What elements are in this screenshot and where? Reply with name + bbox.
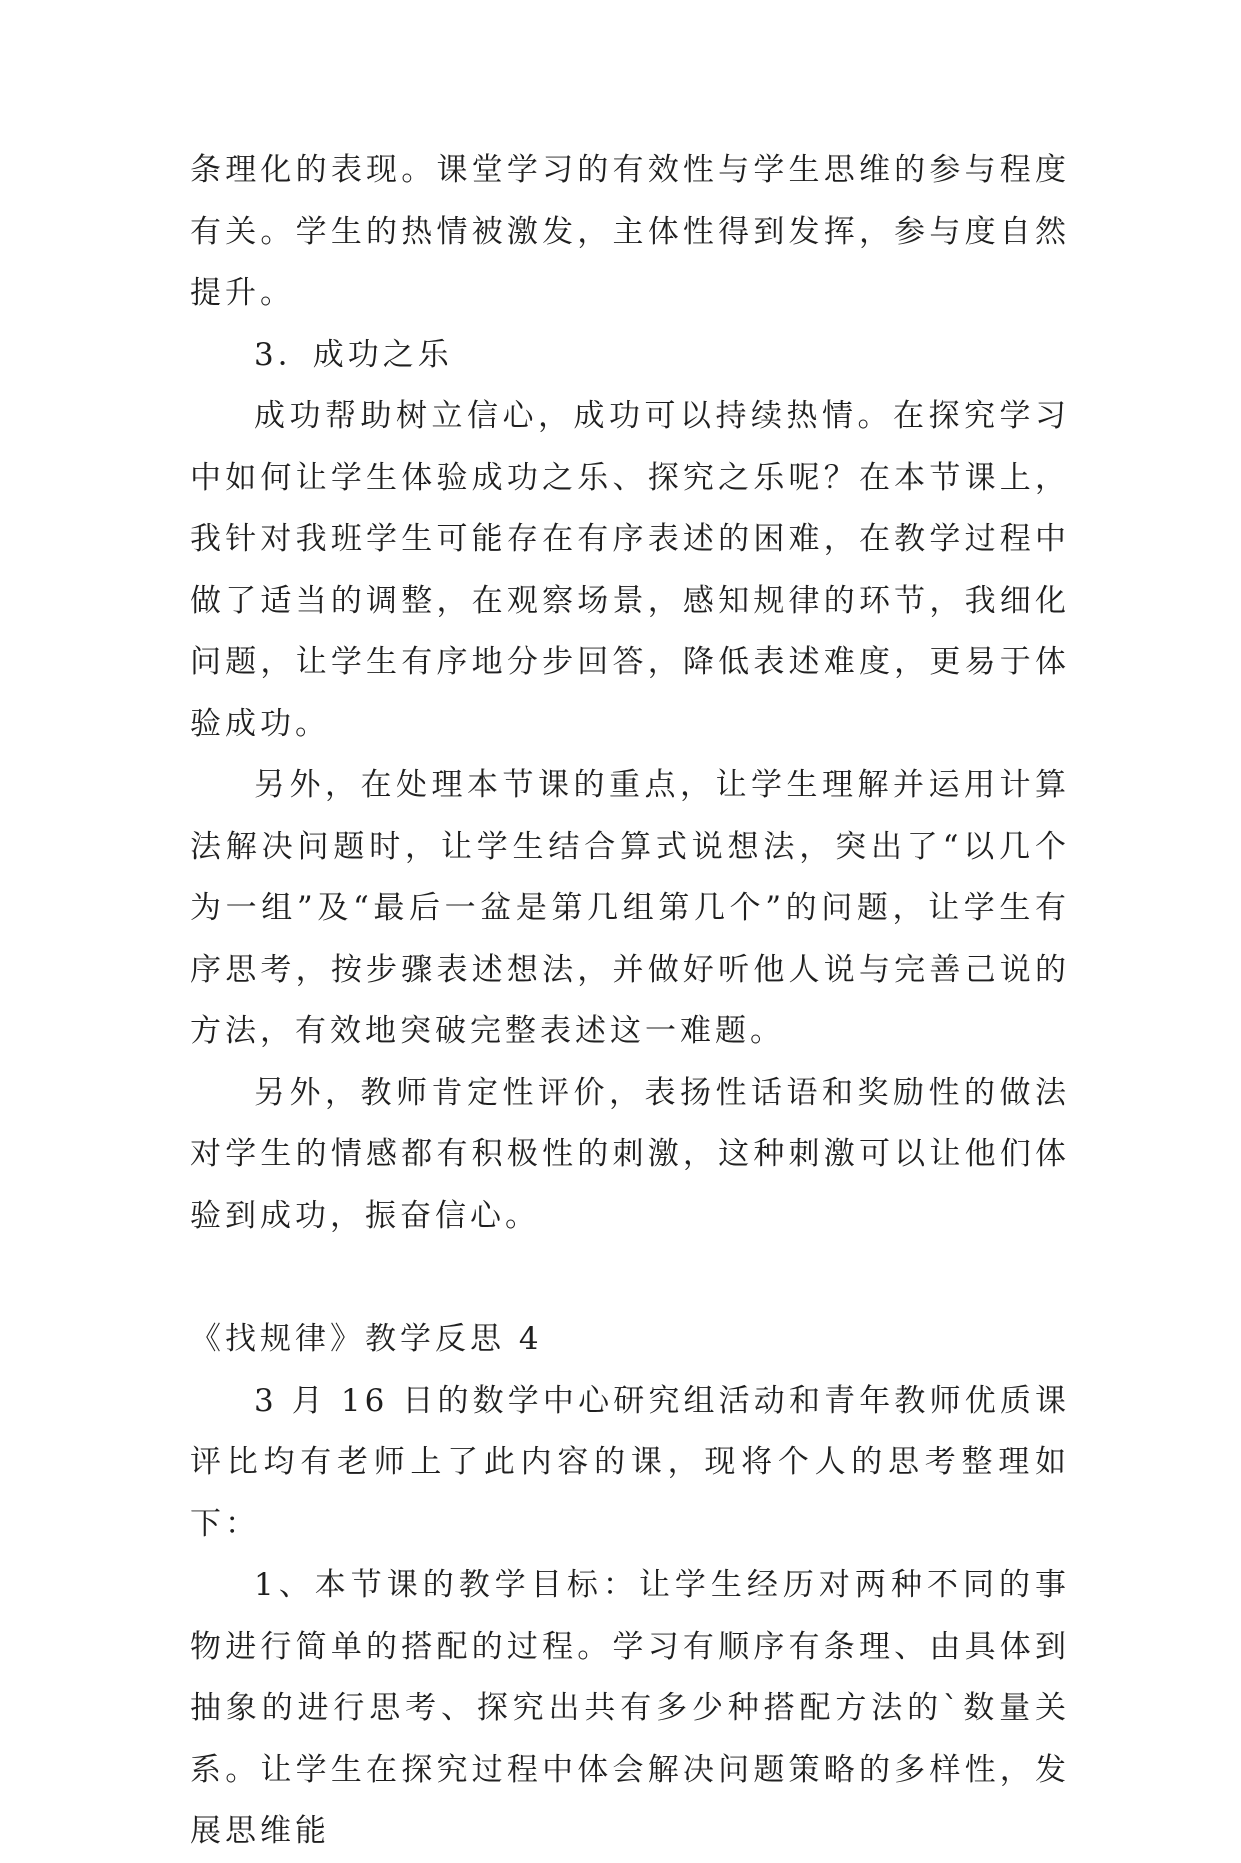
paragraph-activity-intro: 3 月 16 日的数学中心研究组活动和青年教师优质课评比均有老师上了此内容的课，现将个人的思考整理如下： bbox=[190, 1382, 1070, 1542]
document-body bbox=[190, 140, 1070, 1863]
subheading-success-joy: 3．成功之乐 bbox=[254, 336, 453, 373]
paragraph-success-confidence: 成功帮助树立信心，成功可以持续热情。在探究学习中如何让学生体验成功之乐、探究之乐呢？在本节课上，我针对我班学生可能存在有序表述的困难，在教学过程中做了适当的调整，在观察场景，感知规律的环节，我细化问题，让学生有序地分步回答，降低表述难度，更易于体验成功。 bbox=[190, 398, 1070, 742]
section-title: 《找规律》教学反思 4 bbox=[190, 1321, 543, 1357]
paragraph-continuation: 条理化的表现。课堂学习的有效性与学生思维的参与程度有关。学生的热情被激发，主体性得到发挥，参与度自然提升。 bbox=[190, 152, 1070, 311]
paragraph-teacher-evaluation: 另外，教师肯定性评价，表扬性话语和奖励性的做法对学生的情感都有积极性的刺激，这种刺激可以让他们体验到成功，振奋信心。 bbox=[190, 1074, 1070, 1234]
paragraph-teaching-goal: 1、本节课的教学目标：让学生经历对两种不同的事物进行简单的搭配的过程。学习有顺序有条理、由具体到抽象的进行思考、探究出共有多少种搭配方法的`数量关系。让学生在探究过程中体会解决问题策略的多样性，发展思维能 bbox=[190, 1567, 1070, 1849]
paragraph-lesson-focus: 另外，在处理本节课的重点，让学生理解并运用计算法解决问题时，让学生结合算式说想法，突出了“以几个为一组”及“最后一盆是第几组第几个”的问题，让学生有序思考，按步骤表述想法，并做好听他人说与完善己说的方法，有效地突破完整表述这一难题。 bbox=[190, 767, 1070, 1049]
